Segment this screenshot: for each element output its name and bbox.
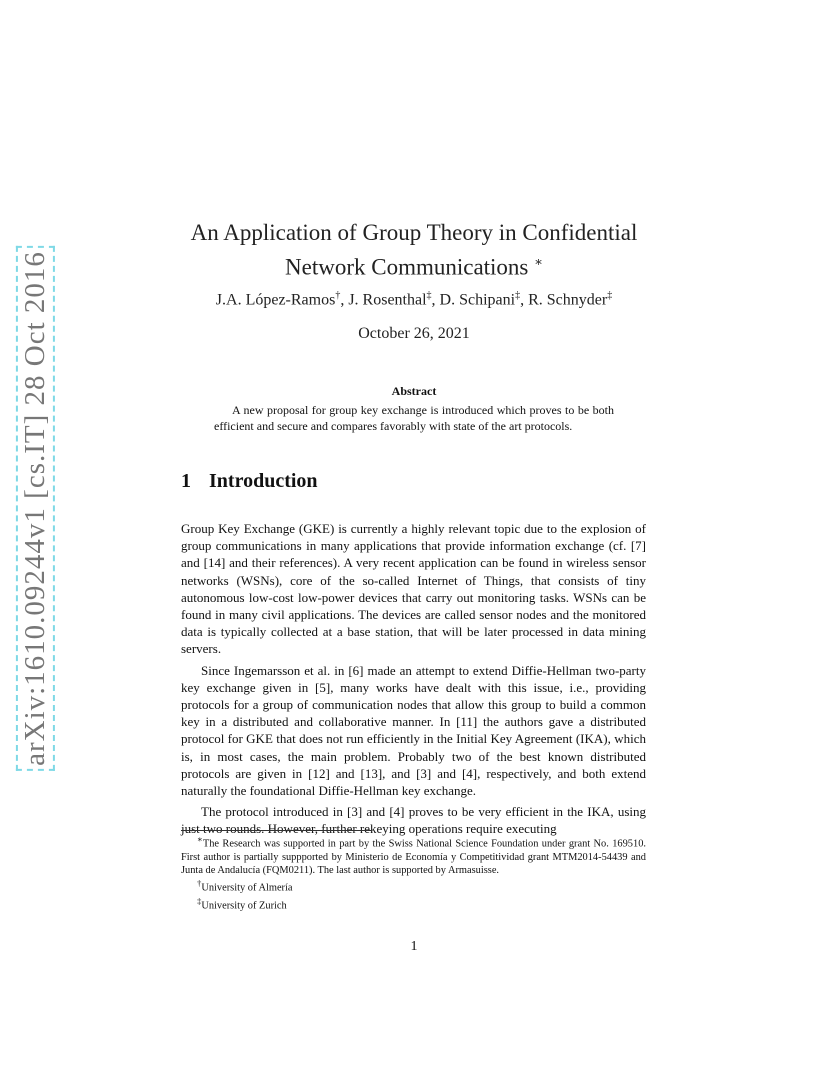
author-affiliation-mark: ‡ (426, 290, 432, 301)
author-name: J. Rosenthal (348, 291, 427, 309)
abstract-heading: Abstract (391, 384, 437, 398)
title-line-2 (150, 247, 678, 282)
author-affiliation-mark: † (335, 290, 341, 301)
author-name: J.A. López-Ramos (215, 291, 336, 309)
page-number: 1 (410, 939, 418, 954)
author-affiliation-mark: ‡ (515, 290, 521, 301)
abstract-text: A new proposal for group key exchange is introduced which proves to be both efficient and secure and compares favorably with state of the art protocols. (214, 403, 614, 433)
title-line-2-text: Network Communications (285, 254, 529, 280)
footnote-mark: † (197, 878, 202, 889)
paragraph: Since Ingemarsson et al. in [6] made an attempt to extend Diffie-Hellman two-party key exchange given in [5], many works have dealt with this issue, i.e., providing protocols for a group of communication nodes that allow this group to build a common key in a distributed and collaborative manner. In [11] the authors gave a distributed protocol for GKE that does not run efficiently in the Initial Key Agreement (IKA), which is, in most cases, the main problem. Probably two of the best known distributed protocols are given in [12] and [13], and [3] and [4], respectively, and both extend naturally the foundational Diffie-Hellman key exchange. (181, 662, 646, 799)
title-line-1: An Application of Group Theory in Confidential (190, 220, 638, 245)
section-heading (181, 470, 318, 493)
footnote-mark: ‡ (197, 896, 202, 907)
author-name: R. Schnyder (528, 291, 608, 309)
section-number: 1 (181, 470, 191, 492)
arxiv-identifier[interactable]: arXiv:1610.09244v1 [cs.IT] 28 Oct 2016 (18, 250, 51, 766)
author-affiliation-mark: ‡ (607, 290, 613, 301)
paragraph: Group Key Exchange (GKE) is currently a highly relevant topic due to the explosion of group communications in many applications that provide information exchange (cf. [7] and [14] and their references). A very recent application can be found in wireless sensor networks (WSNs), core of the so-called Internet of Things, that consists of tiny autonomous low-cost low-power devices that carry out monitoring tasks. WSNs can be found in many civil applications. The devices are called sensor nodes and the monitored data is typically collected at a base station, that will be later processed in data mining servers. (181, 521, 646, 657)
footnote-mark: ∗ (197, 834, 203, 844)
footnote-text: University of Almería (201, 882, 293, 894)
footnote-rule (181, 830, 371, 831)
paper-date: October 26, 2021 (358, 325, 470, 342)
footnotes (181, 833, 646, 913)
paper-title (150, 218, 678, 282)
author-list: J.A. López-Ramos†, J. Rosenthal‡, D. Schipani‡, R. Schnyder‡ (215, 290, 613, 309)
arxiv-sidebar (6, 250, 64, 766)
title-footnote-mark: ∗ (534, 254, 543, 269)
body-text (181, 520, 646, 842)
section-title: Introduction (209, 470, 318, 492)
footnote-text: The Research was supported in part by the Swiss National Science Foundation under grant No. 169510. First author is partially suppported by Ministerio de Economía y Competitividad grant MTM2014-54439 and Junta de Andalucía (FQM0211). The last author is supported by Armasuisse. (181, 838, 646, 877)
footnote (181, 895, 646, 913)
footnote (181, 833, 646, 877)
paragraph: The protocol introduced in [3] and [4] proves to be very efficient in the IKA, using just two rounds. However, further rekeying operations require executing (181, 804, 646, 837)
footnote-text: University of Zurich (201, 900, 287, 912)
footnote (181, 877, 646, 895)
author-name: D. Schipani (439, 291, 516, 309)
